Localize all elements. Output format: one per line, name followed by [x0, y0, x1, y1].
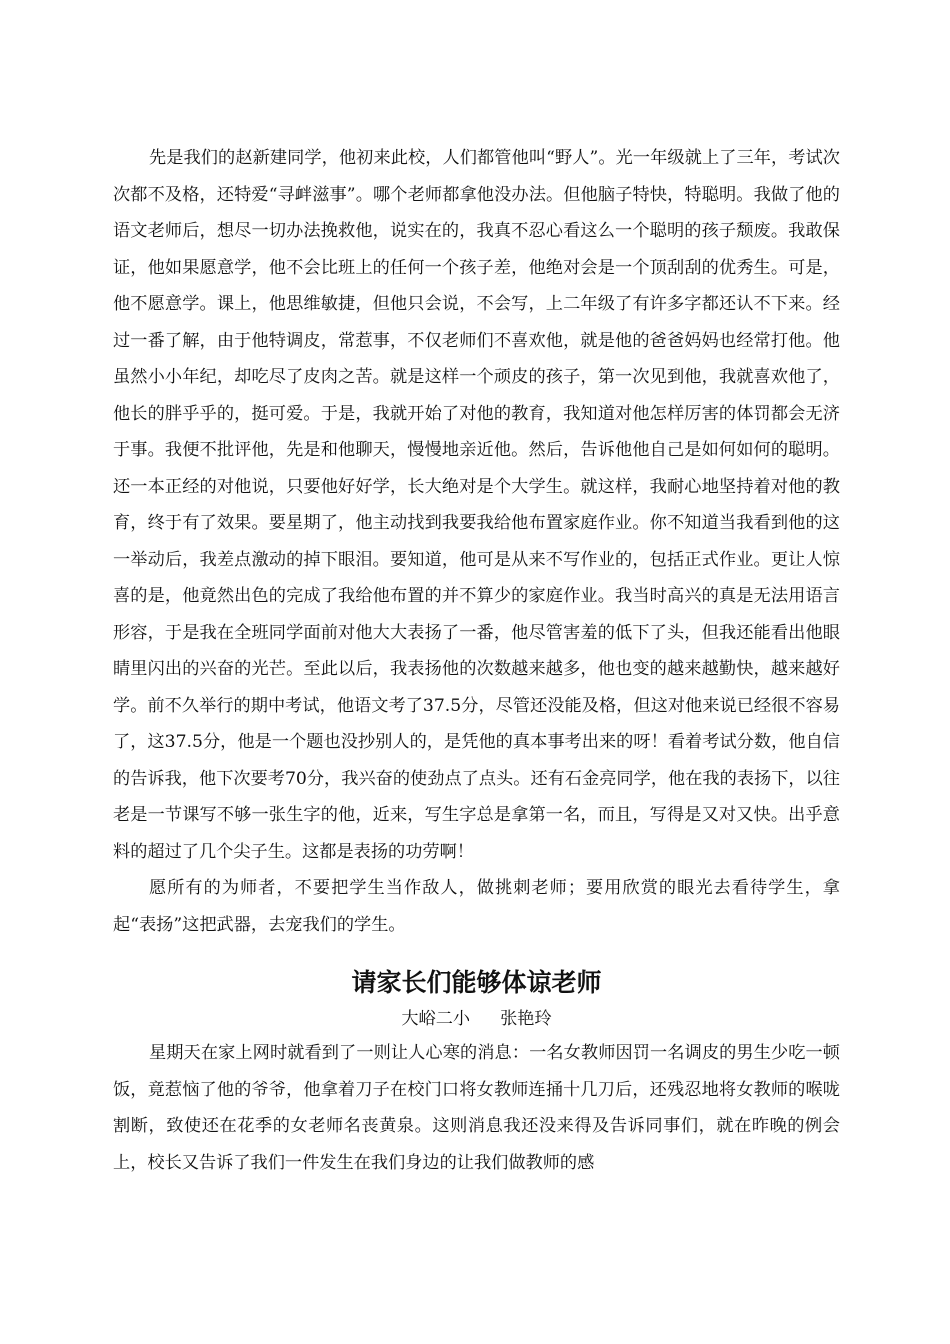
document-page [113, 140, 840, 1181]
article-paragraph-1: 星期天在家上网时就看到了一则让人心寒的消息：一名女教师因罚一名调皮的男生少吃一顿饭，竟惹恼了他的爷爷，他拿着刀子在校门口将女教师连捅十几刀后，还残忍地将女教师的喉咙割断，致使还在花季的女老师名丧黄泉。这则消息我还没来得及告诉同事们，就在昨晚的例会上，校长又告诉了我们一件发生在我们身边的让我们做教师的感 [113, 1043, 840, 1173]
byline [113, 1003, 840, 1035]
body-paragraph-2: 愿所有的为师者，不要把学生当作敌人，做挑刺老师；要用欣赏的眼光去看待学生，拿起“表扬”这把武器，去宠我们的学生。 [113, 878, 840, 935]
article-title: 请家长们能够体谅老师 [351, 968, 602, 997]
body-paragraph-1: 先是我们的赵新建同学，他初来此校，人们都管他叫“野人”。光一年级就上了三年，考试次次都不及格，还特爱“寻衅滋事”。哪个老师都拿他没办法。但他脑子特快，特聪明。我做了他的语文老师后，想尽一切办法挽救他，说实在的，我真不忍心看这么一个聪明的孩子颓废。我敢保证，他如果愿意学，他不会比班上的任何一个孩子差，他绝对会是一个顶刮刮的优秀生。可是，他不愿意学。课上，他思维敏捷，但他只会说，不会写，上二年级了有许多字都还认不下来。经过一番了解，由于他特调皮，常惹事，不仅老师们不喜欢他，就是他的爸爸妈妈也经常打他。他虽然小小年纪，却吃尽了皮肉之苦。就是这样一个顽皮的孩子，第一次见到他，我就喜欢他了，他长的胖乎乎的，挺可爱。于是，我就开始了对他的教育，我知道对他怎样厉害的体罚都会无济于事。我便不批评他，先是和他聊天，慢慢地亲近他。然后，告诉他他自己是如何如何的聪明。还一本正经的对他说，只要他好好学，长大绝对是个大学生。就这样，我耐心地坚持着对他的教育，终于有了效果。要星期了，他主动找到我要我给他布置家庭作业。你不知道当我看到他的这一举动后，我差点激动的掉下眼泪。要知道，他可是从来不写作业的，包括正式作业。更让人惊喜的是，他竟然出色的完成了我给他布置的并不算少的家庭作业。我当时高兴的真是无法用语言形容，于是我在全班同学面前对他大大表扬了一番，他尽管害羞的低下了头，但我还能看出他眼睛里闪出的兴奋的光芒。至此以后，我表扬他的次数越来越多，他也变的越来越勤快，越来越好学。前不久举行的期中考试，他语文考了37.5分，尽管还没能及格，但这对他来说已经很不容易了，这37.5分，他是一个题也没抄别人的，是凭他的真本事考出来的呀！看着考试分数，他自信的告诉我，他下次要考70分，我兴奋的使劲点了点头。还有石金亮同学，他在我的表扬下，以往老是一节课写不够一张生字的他，近来，写生字总是拿第一名，而且，写得是又对又快。出乎意料的超过了几个尖子生。这都是表扬的功劳啊！ [113, 148, 840, 862]
byline-school: 大峪二小 [401, 1009, 471, 1029]
byline-author: 张艳玲 [500, 1009, 552, 1029]
